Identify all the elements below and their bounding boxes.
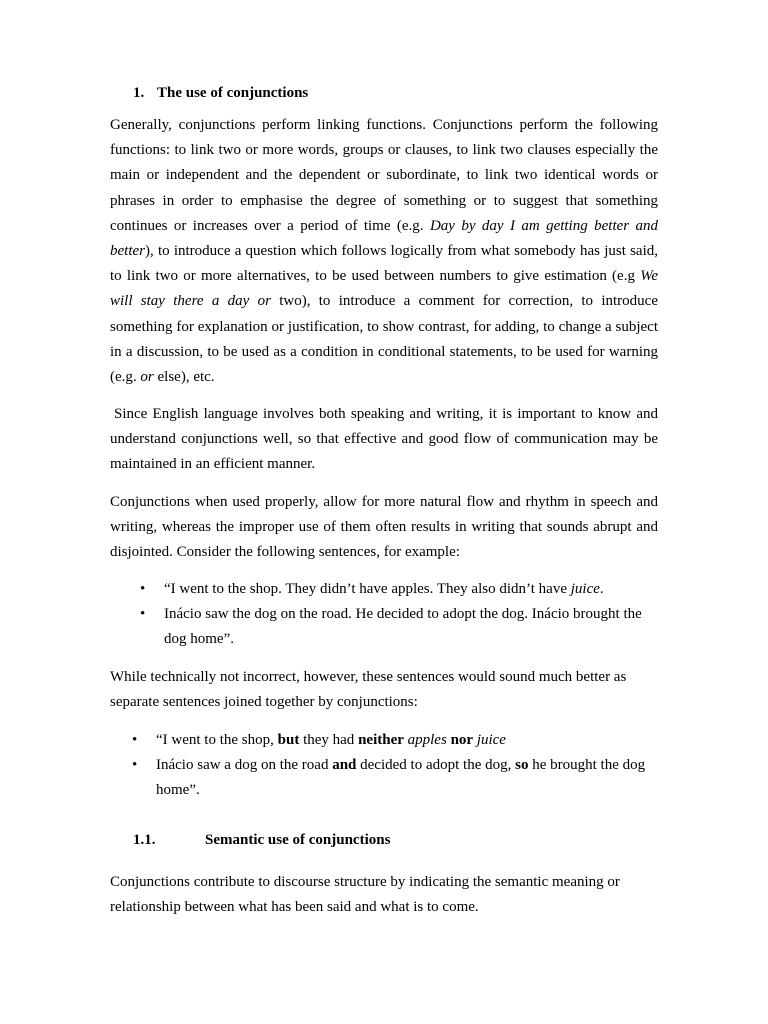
bullet-list-disjointed — [140, 577, 660, 653]
example-italic: We will stay there a day or — [110, 268, 658, 310]
paragraph-proper-use: Conjunctions when used properly, allow for more natural flow and rhythm in speech and writing, whereas the improper use of them often results in writing that sounds abrupt and disjointed. Consider the following sentences, for example: — [110, 494, 658, 561]
bullet-icon: • — [132, 732, 138, 748]
conjunction-bold: so — [515, 757, 529, 774]
list-item — [140, 577, 660, 602]
text-run: Generally, conjunctions perform linking functions. Conjunctions perform the following functions: to link two or more words, groups or clauses, to link two clauses especially the main or independent and the dependent or subordinate, to link two identical words or phrases in order to emphasise the degree of something or to suggest that something continues or increases over a period of time (e.g. — [110, 117, 658, 234]
text-run: they had — [299, 732, 359, 748]
bullet-icon: • — [140, 581, 146, 597]
example-italic: or — [140, 369, 154, 386]
text-run: he brought the dog home”. — [156, 757, 646, 799]
text-italic: apples — [407, 732, 447, 748]
bullet-list-joined — [132, 728, 652, 804]
list-item — [132, 728, 652, 753]
paragraph-importance: Since English language involves both speaking and writing, it is important to know and understand conjunctions well, so that effective and good flow of communication may be maintained in an efficient manner. — [110, 406, 658, 473]
text-italic: juice — [570, 581, 600, 597]
text-run: “I went to the shop. They didn’t have apples. They also didn’t have — [164, 581, 571, 597]
paragraph-conjunction-functions — [110, 113, 658, 390]
conjunction-bold: nor — [450, 732, 474, 748]
section-number: 1. — [133, 85, 145, 101]
conjunction-bold: and — [332, 757, 357, 774]
bullet-icon: • — [132, 757, 138, 774]
section-heading-1 — [133, 85, 308, 102]
text-run: Inácio saw a dog on the road — [156, 757, 333, 774]
conjunction-bold: but — [277, 732, 300, 748]
text-run: . — [599, 581, 604, 597]
text-run: two), to introduce a comment for correction, to introduce something for explanation or justification, to show contrast, for adding, to change a subject in a discussion, to be used as a condition in conditional statements, to be used for warning (e.g. — [110, 293, 658, 386]
section-heading-1-1 — [133, 832, 390, 849]
list-item — [132, 753, 652, 803]
conjunction-bold: neither — [358, 732, 404, 748]
text-run: “I went to the shop, — [156, 732, 278, 748]
text-italic: juice — [476, 732, 506, 748]
paragraph-technically-correct: While technically not incorrect, however, these sentences would sound much better as separate sentences joined together by conjunctions: — [110, 669, 627, 711]
paragraph-semantic-use: Conjunctions contribute to discourse structure by indicating the semantic meaning or relationship between what has been said and what is to come. — [110, 874, 620, 916]
text-run: ), to introduce a question which follows logically from what somebody has just said, to link two or more alternatives, to be used between numbers to give estimation (e.g — [110, 243, 658, 285]
section-number: 1.1. — [133, 832, 156, 848]
section-title: The use of conjunctions — [157, 85, 309, 101]
example-italic: Day by day I am getting better and better — [110, 217, 659, 260]
text-run: Inácio saw the dog on the road. He decided to adopt the dog. Inácio brought the dog home”. — [164, 606, 642, 648]
list-item — [140, 602, 660, 652]
bullet-icon: • — [140, 606, 146, 623]
text-run: decided to adopt the dog, — [356, 757, 516, 774]
text-run: else), etc. — [153, 369, 215, 386]
section-title: Semantic use of conjunctions — [205, 832, 391, 848]
